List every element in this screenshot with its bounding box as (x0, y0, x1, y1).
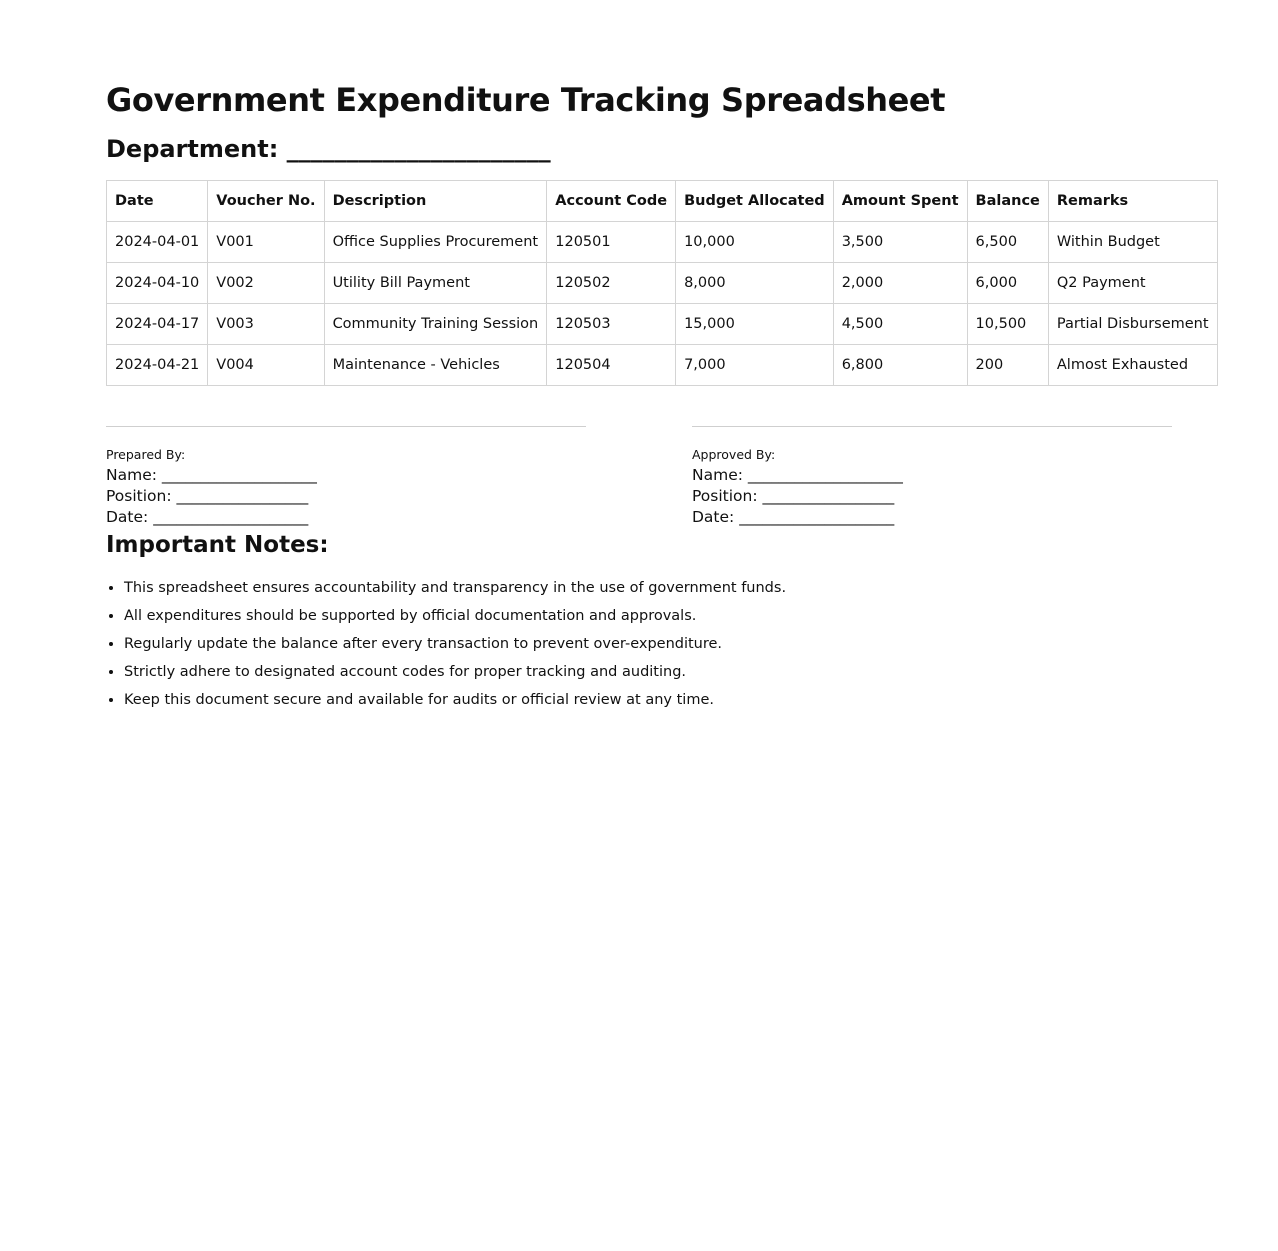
cell-date: 2024-04-10 (107, 263, 208, 304)
column-header-description: Description (324, 181, 547, 222)
cell-voucher: V004 (208, 345, 324, 386)
cell-budget-allocated: 7,000 (676, 345, 834, 386)
cell-voucher: V001 (208, 222, 324, 263)
table-header-row (107, 181, 1218, 222)
list-item: • Regularly update the balance after every transaction to prevent over-expenditure. (124, 630, 1172, 658)
cell-account-code: 120501 (547, 222, 676, 263)
expenditure-table (106, 180, 1218, 386)
cell-remarks: Q2 Payment (1048, 263, 1217, 304)
approved-by-date: Date: ____________________ (692, 508, 895, 526)
approved-by-block (692, 426, 1172, 528)
cell-voucher: V003 (208, 304, 324, 345)
cell-description: Community Training Session (324, 304, 547, 345)
cell-amount-spent: 6,800 (833, 345, 967, 386)
column-header-account-code: Account Code (547, 181, 676, 222)
approved-by-caption: Approved By: (692, 447, 776, 462)
cell-remarks: Partial Disbursement (1048, 304, 1217, 345)
cell-remarks: Within Budget (1048, 222, 1217, 263)
department-field: Department: ______________________ (106, 135, 551, 163)
prepared-by-name: Name: ____________________ (106, 466, 317, 484)
notes-list (106, 574, 1172, 714)
cell-amount-spent: 2,000 (833, 263, 967, 304)
cell-description: Maintenance - Vehicles (324, 345, 547, 386)
cell-balance: 6,500 (967, 222, 1048, 263)
signature-line (106, 426, 586, 427)
column-header-budget-allocated: Budget Allocated (676, 181, 834, 222)
cell-balance: 200 (967, 345, 1048, 386)
column-header-balance: Balance (967, 181, 1048, 222)
prepared-by-caption: Prepared By: (106, 447, 186, 462)
column-header-voucher: Voucher No. (208, 181, 324, 222)
table-row (107, 263, 1218, 304)
list-item: • This spreadsheet ensures accountability and transparency in the use of government funds. (124, 574, 1172, 602)
cell-amount-spent: 4,500 (833, 304, 967, 345)
list-item: • Keep this document secure and available for audits or official review at any time. (124, 686, 1172, 714)
prepared-by-date: Date: ____________________ (106, 508, 309, 526)
cell-voucher: V002 (208, 263, 324, 304)
cell-remarks: Almost Exhausted (1048, 345, 1217, 386)
cell-balance: 10,500 (967, 304, 1048, 345)
cell-account-code: 120503 (547, 304, 676, 345)
cell-account-code: 120502 (547, 263, 676, 304)
column-header-remarks: Remarks (1048, 181, 1217, 222)
cell-budget-allocated: 10,000 (676, 222, 834, 263)
table-row (107, 304, 1218, 345)
approved-by-name: Name: ____________________ (692, 466, 903, 484)
cell-balance: 6,000 (967, 263, 1048, 304)
cell-amount-spent: 3,500 (833, 222, 967, 263)
signature-line (692, 426, 1172, 427)
table-row (107, 345, 1218, 386)
cell-description: Utility Bill Payment (324, 263, 547, 304)
list-item: • All expenditures should be supported by official documentation and approvals. (124, 602, 1172, 630)
column-header-date: Date (107, 181, 208, 222)
table-row (107, 222, 1218, 263)
page-title: Government Expenditure Tracking Spreadsheet (106, 81, 946, 119)
cell-date: 2024-04-01 (107, 222, 208, 263)
signature-section (106, 426, 1172, 528)
prepared-by-block (106, 426, 586, 528)
column-header-amount-spent: Amount Spent (833, 181, 967, 222)
notes-heading: Important Notes: (106, 532, 329, 558)
list-item: • Strictly adhere to designated account codes for proper tracking and auditing. (124, 658, 1172, 686)
cell-date: 2024-04-17 (107, 304, 208, 345)
approved-by-position: Position: _________________ (692, 487, 895, 505)
cell-budget-allocated: 8,000 (676, 263, 834, 304)
cell-description: Office Supplies Procurement (324, 222, 547, 263)
cell-budget-allocated: 15,000 (676, 304, 834, 345)
cell-account-code: 120504 (547, 345, 676, 386)
cell-date: 2024-04-21 (107, 345, 208, 386)
prepared-by-position: Position: _________________ (106, 487, 309, 505)
